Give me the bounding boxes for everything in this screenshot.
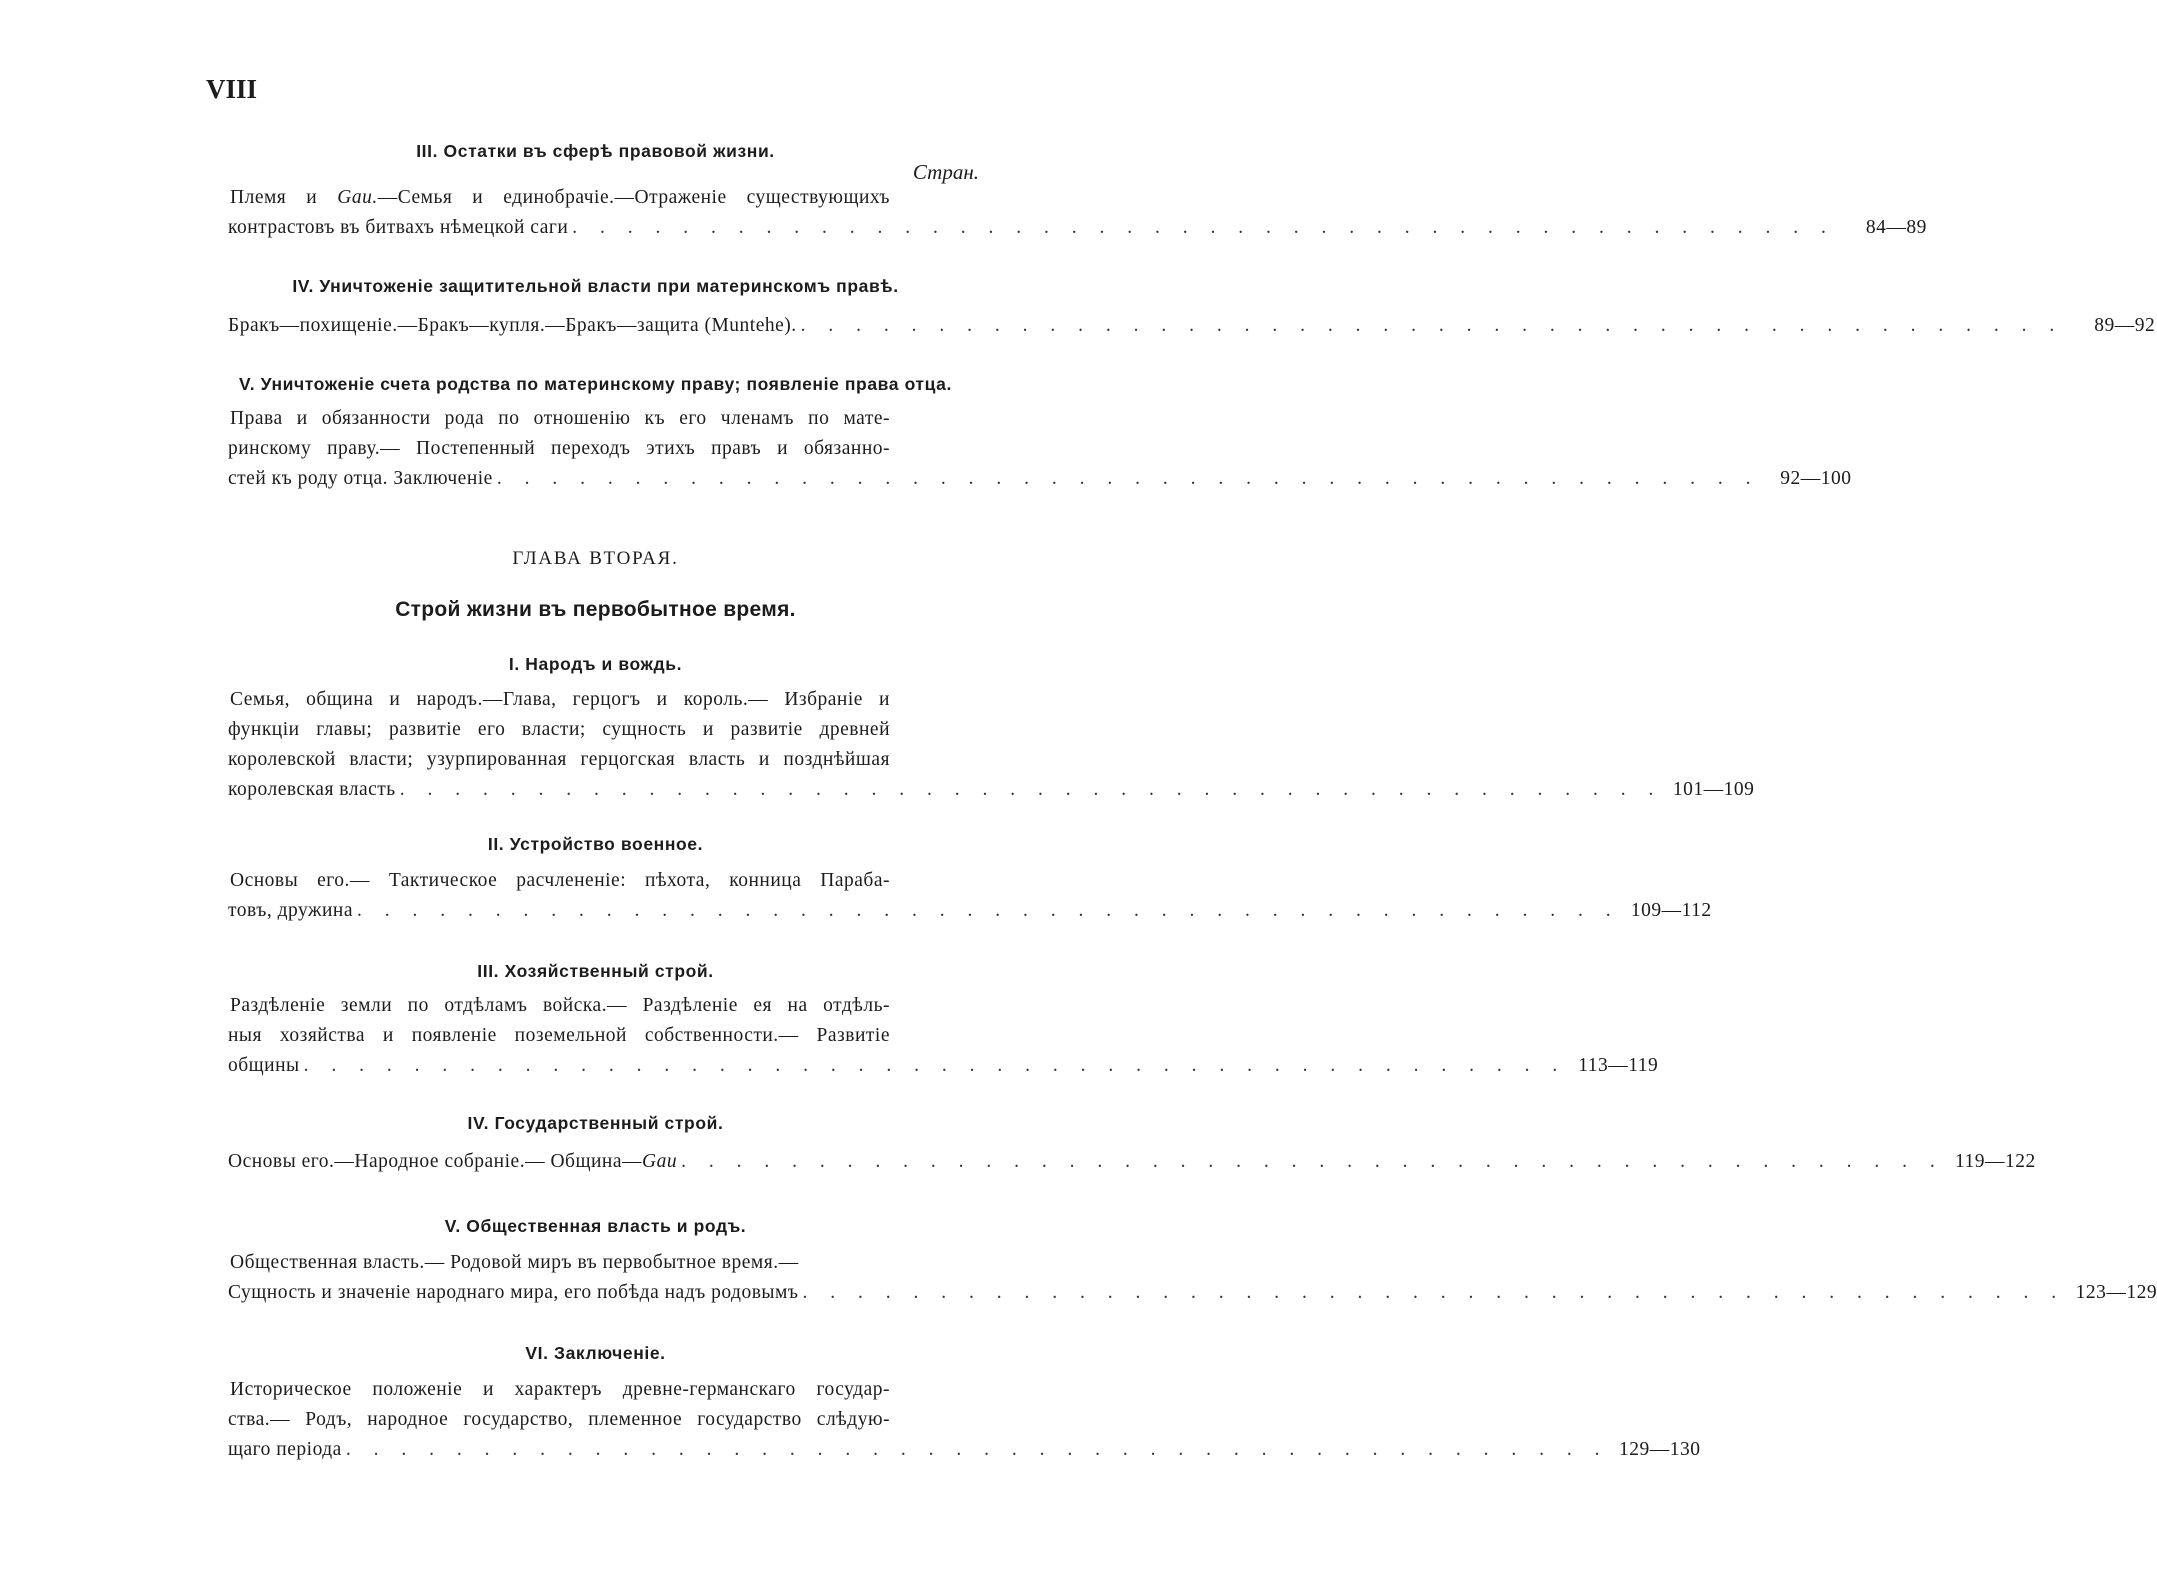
entry-line: ныя хозяйства и появленіе поземельной собственности.— Развитіе [228, 1025, 890, 1046]
page-range: 129—130 [1618, 1439, 1701, 1460]
section-heading-economic: III. Хозяйственный строй. [477, 961, 714, 981]
toc-entry-people-leader [228, 685, 1755, 805]
section-heading-military: II. Устройство военное. [487, 834, 704, 854]
section-heading-people-leader: I. Народъ и вождь. [508, 654, 683, 674]
toc-entry-remnants-legal-life [228, 183, 1927, 243]
section-heading-protective-power: IV. Уничтоженіе защитительной власти при материнскомъ правѣ. [292, 276, 899, 296]
section-heading-remnants-legal-life: III. Остатки въ сферѣ правовой жизни. [416, 141, 775, 161]
dot-leader: . . . . . . . . . . . . . . . . . . . . . . . . . . . . . . . . . . . . . . . . . . . . . . [345, 1439, 1609, 1460]
section-heading-public-power: V. Общественная власть и родъ. [444, 1216, 747, 1236]
chapter-title: Строй жизни въ первобытное время. [395, 598, 796, 621]
dot-leader: . . . . . . . . . . . . . . . . . . . . . . . . . . . . . . . . . . . . . . . . . . . . . . [572, 217, 1835, 238]
entry-last-line: королевская власть . . . . . . . . . . . . . . . . . . . . . . . . . . . . . . . . . . . . . . . . . . . . . . 101—109 [228, 775, 988, 805]
toc-entry-kinship-count [228, 404, 1852, 494]
section-heading-state: IV. Государственный строй. [467, 1113, 724, 1133]
entry-line: Права и обязанности рода по отношенію къ его членамъ по мате- [230, 408, 890, 429]
entry-line: Семья, община и народъ.—Глава, герцогъ и король.— Избраніе и [230, 689, 890, 710]
chapter-label: ГЛАВА ВТОРАЯ. [512, 548, 679, 569]
dot-leader: . . . . . . . . . . . . . . . . . . . . . . . . . . . . . . . . . . . . . . . . . . . . . . [303, 1055, 1567, 1076]
entry-last-line: Основы его.—Народное собраніе.— Община—Gau . . . . . . . . . . . . . . . . . . . . . . . . . . . . . . . . . . . . . . . . . . . . . . 119—122 [228, 1147, 988, 1177]
dot-leader: . . . . . . . . . . . . . . . . . . . . . . . . . . . . . . . . . . . . . . . . . . . . . . [356, 900, 1620, 921]
entry-line: Племя и Gau.—Семья и единобрачіе.—Отраженіе существующихъ [230, 187, 890, 208]
dot-leader: . . . . . . . . . . . . . . . . . . . . . . . . . . . . . . . . . . . . . . . . . . . . . . [802, 1282, 2066, 1303]
dot-leader: . . . . . . . . . . . . . . . . . . . . . . . . . . . . . . . . . . . . . . . . . . . . . . [399, 779, 1663, 800]
section-heading-conclusion: VI. Заключеніе. [525, 1343, 666, 1363]
entry-line: Историческое положеніе и характеръ древне-германскаго государ- [230, 1379, 890, 1400]
section-heading-kinship-count: V. Уничтоженіе счета родства по материнскому праву; появленіе права отца. [239, 374, 952, 394]
page-range: 84—89 [1865, 217, 1927, 238]
toc-entry-protective-power [228, 311, 2156, 341]
page-range: 92—100 [1780, 468, 1852, 489]
entry-line: Общественная власть.— Родовой миръ въ первобытное время.— [230, 1252, 799, 1273]
toc-entry-conclusion [228, 1375, 1701, 1465]
entry-last-line: щаго періода . . . . . . . . . . . . . . . . . . . . . . . . . . . . . . . . . . . . . . . . . . . . . . 129—130 [228, 1435, 988, 1465]
dot-leader: . . . . . . . . . . . . . . . . . . . . . . . . . . . . . . . . . . . . . . . . . . . . . . [496, 468, 1760, 489]
toc-entry-military [228, 866, 1712, 926]
page-range: 109—112 [1630, 900, 1712, 921]
page-range: 113—119 [1578, 1055, 1659, 1076]
page-range: 89—92 [2094, 315, 2156, 336]
toc-entry-state [228, 1147, 2036, 1177]
dot-leader: . . . . . . . . . . . . . . . . . . . . . . . . . . . . . . . . . . . . . . . . . . . . . . [681, 1151, 1944, 1172]
entry-line: функціи главы; развитіе его власти; сущность и развитіе древней [228, 719, 890, 740]
dot-leader: . . . . . . . . . . . . . . . . . . . . . . . . . . . . . . . . . . . . . . . . . . . . . . [800, 315, 2064, 336]
entry-last-line: товъ, дружина . . . . . . . . . . . . . . . . . . . . . . . . . . . . . . . . . . . . . . . . . . . . . . 109—112 [228, 896, 988, 926]
entry-line: Раздѣленіе земли по отдѣламъ войска.— Раздѣленіе ея на отдѣль- [230, 995, 890, 1016]
page-range: 101—109 [1672, 779, 1755, 800]
pages-column-header: Стран. [912, 160, 979, 184]
entry-last-line: Сущность и значеніе народнаго мира, его побѣда надъ родовымъ . . . . . . . . . . . . . . . . . . . . . . . . . . . . . . . . . . . . . . . . . . . . . . 123—129 [228, 1278, 988, 1308]
entry-line: Основы его.— Тактическое расчлененіе: пѣхота, конница Параба- [230, 870, 890, 891]
entry-last-line: стей къ роду отца. Заключеніе . . . . . . . . . . . . . . . . . . . . . . . . . . . . . . . . . . . . . . . . . . . . . . 92—100 [228, 464, 988, 494]
entry-line: ства.— Родъ, народное государство, племенное государство слѣдую- [228, 1409, 890, 1430]
entry-last-line: Бракъ—похищеніе.—Бракъ—купля.—Бракъ—защита (Muntehe). . . . . . . . . . . . . . . . . . . . . . . . . . . . . . . . . . . . . . . . . . . . . . . 89—92 [228, 311, 988, 341]
toc-entry-economic [228, 991, 1659, 1081]
page-number: VIII [206, 74, 258, 104]
entry-last-line: общины . . . . . . . . . . . . . . . . . . . . . . . . . . . . . . . . . . . . . . . . . . . . . . 113—119 [228, 1051, 988, 1081]
page-range: 119—122 [1954, 1151, 2036, 1172]
entry-line: королевской власти; узурпированная герцогская власть и позднѣйшая [228, 749, 890, 770]
entry-line: ринскому праву.— Постепенный переходъ этихъ правъ и обязанно- [228, 438, 890, 459]
toc-entry-public-power [228, 1248, 2157, 1308]
page-range: 123—129 [2075, 1282, 2157, 1303]
entry-last-line: контрастовъ въ битвахъ нѣмецкой саги . . . . . . . . . . . . . . . . . . . . . . . . . . . . . . . . . . . . . . . . . . . . . . 84—89 [228, 213, 988, 243]
